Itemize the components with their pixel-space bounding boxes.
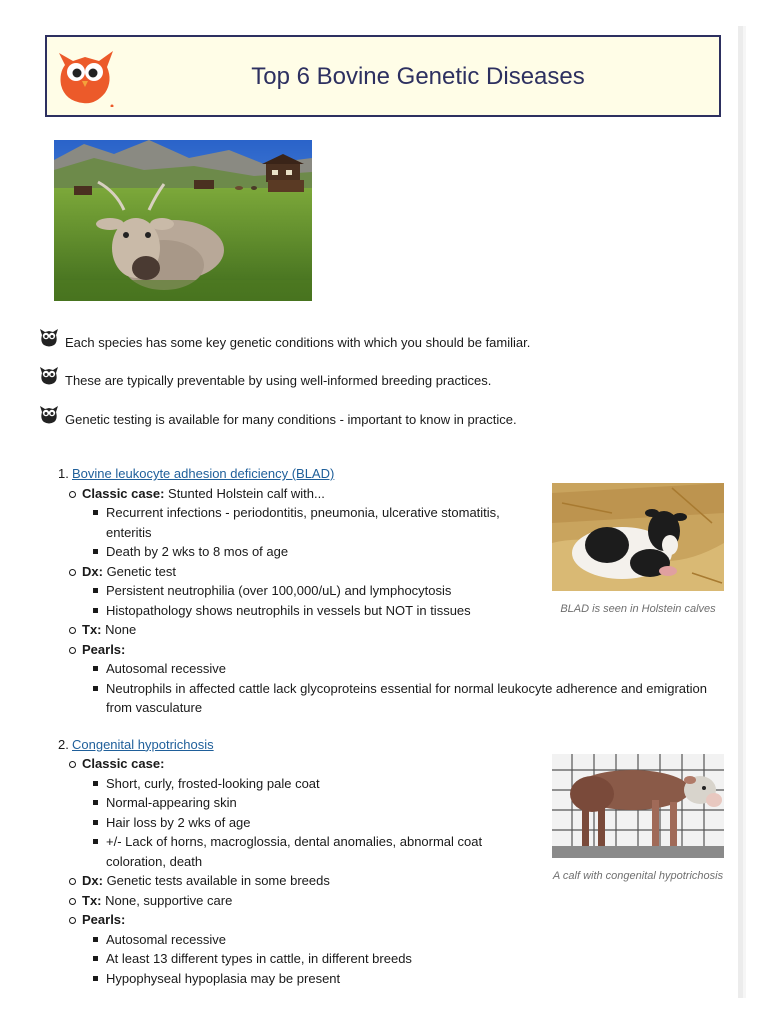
figure-hypotrichosis [552, 754, 724, 885]
pearls-label: Pearls: [82, 912, 126, 927]
intro-text: These are typically preventable by using well-informed breeding practices. [65, 373, 492, 388]
disease-heading [58, 735, 738, 755]
intro-text: Each species has some key genetic conditions with which you should be familiar. [65, 335, 531, 350]
pearls [68, 640, 738, 718]
hero-image [54, 140, 312, 301]
page-title: Top 6 Bovine Genetic Diseases [251, 63, 585, 90]
list-item: Autosomal recessive [92, 930, 532, 950]
list-item: Normal-appearing skin [92, 793, 532, 813]
disease-number: 1. [58, 466, 69, 481]
pearls [68, 910, 738, 988]
page-edge-shadow [743, 26, 746, 998]
owl-bullet-icon [38, 404, 60, 426]
figure-blad [552, 483, 724, 618]
dx-text: Genetic test [102, 563, 176, 579]
list-item: +/- Lack of horns, macroglossia, dental anomalies, abnormal coat coloration, death [92, 832, 532, 871]
classic-case-label: Classic case: [82, 756, 165, 771]
intro-bullet [38, 327, 530, 350]
pearls-label: Pearls: [82, 641, 126, 657]
tx-text: None, supportive care [101, 892, 233, 908]
dx-label: Dx: [82, 563, 103, 579]
list-item: Short, curly, frosted-looking pale coat [92, 774, 532, 794]
tx-label: Tx: [82, 892, 102, 908]
list-item: At least 13 different types in cattle, in different breeds [92, 949, 532, 969]
owl-logo-icon [55, 47, 117, 107]
disease-link-blad[interactable]: Bovine leukocyte adhesion deficiency (BLAD) [72, 466, 335, 481]
list-item: Histopathology shows neutrophils in vessels but NOT in tissues [92, 601, 532, 621]
list-item: Hair loss by 2 wks of age [92, 813, 532, 833]
classic-case-text: Stunted Holstein calf with... [164, 485, 325, 501]
blad-calf-image [552, 483, 724, 591]
classic-case-label: Classic case: [82, 485, 165, 501]
disease-heading [58, 464, 738, 484]
list-item: Hypophyseal hypoplasia may be present [92, 969, 532, 989]
intro-bullet [38, 365, 491, 388]
owl-bullet-icon [38, 365, 60, 387]
dx-label: Dx: [82, 873, 103, 888]
list-item: Recurrent infections - periodontitis, pneumonia, ulcerative stomatitis, enteritis [92, 503, 532, 542]
disease-link-hypotrichosis[interactable]: Congenital hypotrichosis [72, 736, 214, 752]
intro-text: Genetic testing is available for many conditions - important to know in practice. [65, 412, 517, 427]
figure-caption: A calf with congenital hypotrichosis [552, 870, 724, 882]
list-item: Persistent neutrophilia (over 100,000/uL) and lymphocytosis [92, 581, 532, 601]
list-item: Death by 2 wks to 8 mos of age [92, 542, 532, 562]
list-item: Autosomal recessive [92, 659, 732, 679]
hypotrichosis-calf-image [552, 754, 724, 858]
owl-bullet-icon [38, 327, 60, 349]
treatment [68, 620, 738, 640]
intro-bullet [38, 404, 517, 427]
tx-label: Tx: [82, 622, 102, 637]
dx-text: Genetic tests available in some breeds [102, 873, 330, 888]
treatment [68, 891, 738, 911]
tx-text: None [101, 622, 137, 637]
disease-number: 2. [58, 736, 69, 752]
list-item: Neutrophils in affected cattle lack glycoproteins essential for normal leukocyte adherence and emigration from vasculature [92, 679, 732, 718]
figure-caption: BLAD is seen in Holstein calves [560, 603, 716, 615]
title-banner [45, 35, 721, 117]
